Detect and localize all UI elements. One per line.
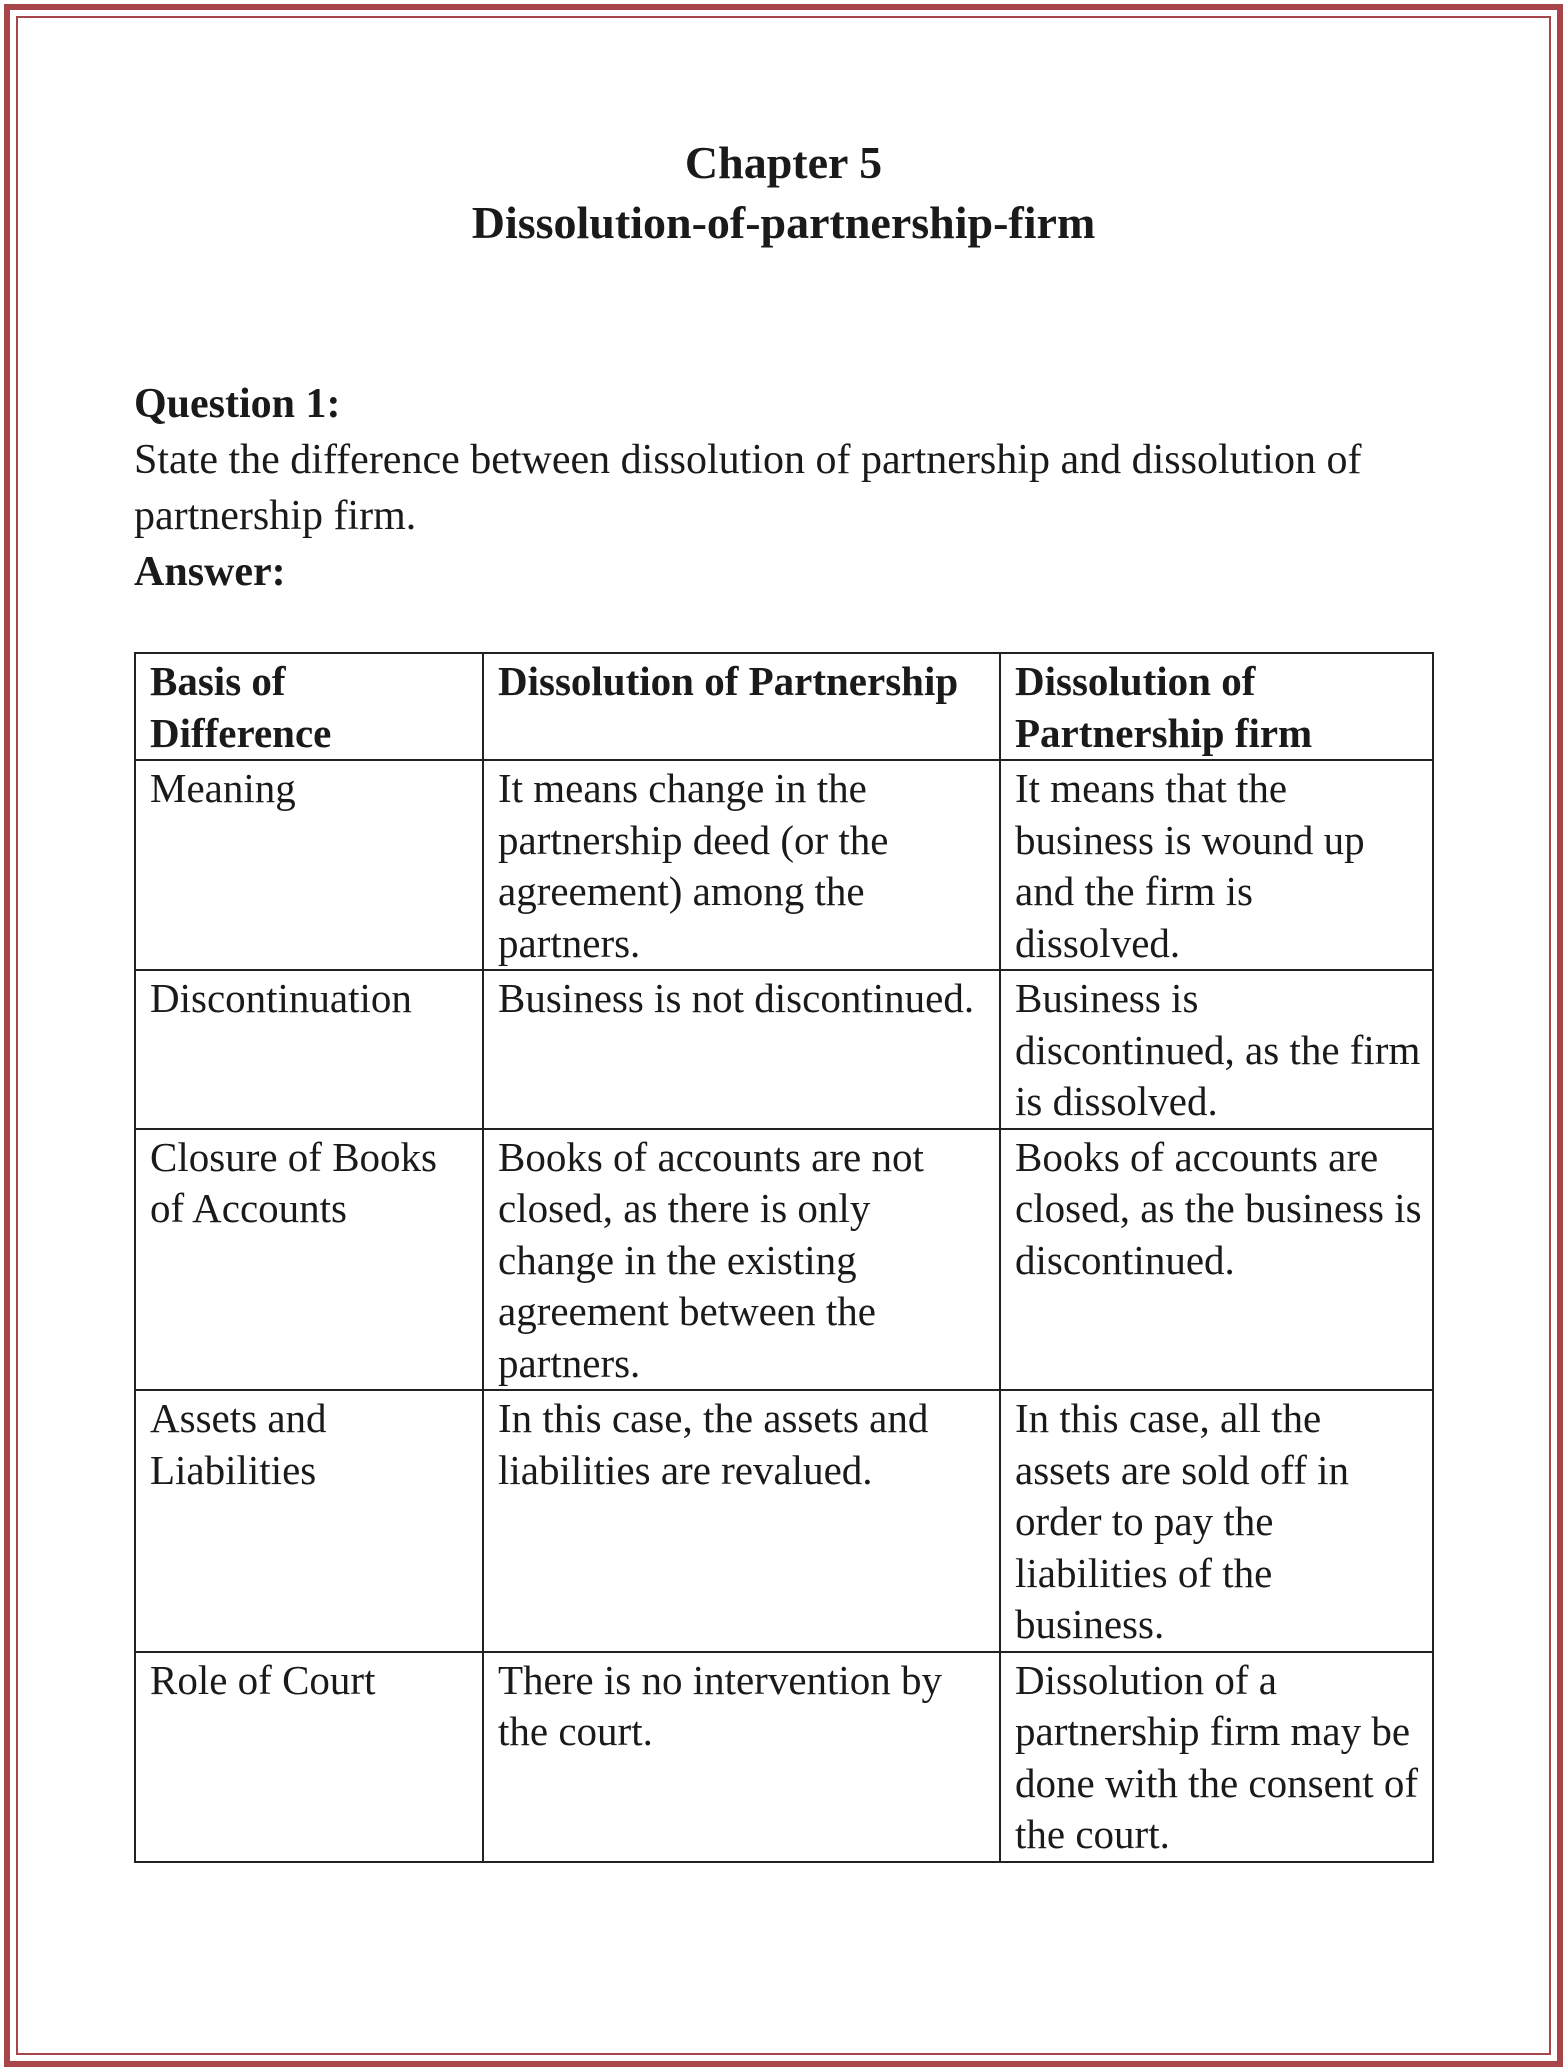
row-basis: Discontinuation: [135, 970, 483, 1129]
chapter-subject: Dissolution-of-partnership-firm: [471, 197, 1096, 248]
header-dissolution-of-partnership-firm: Dissolution of Partnership firm: [1000, 653, 1433, 760]
table-header-row: [135, 653, 1433, 760]
difference-table: [134, 652, 1434, 1863]
table-row: [135, 1390, 1433, 1652]
question-label: Question 1:: [134, 381, 341, 427]
row-firm: Business is discontinued, as the firm is dissolved.: [1000, 970, 1433, 1129]
table-row: [135, 760, 1433, 970]
row-firm: It means that the business is wound up and the firm is dissolved.: [1000, 760, 1433, 970]
row-partnership: There is no intervention by the court.: [483, 1652, 1000, 1862]
table-row: [135, 1652, 1433, 1862]
table-row: [135, 970, 1433, 1129]
row-basis: Meaning: [135, 760, 483, 970]
answer-label: Answer:: [134, 549, 286, 595]
table-row: [135, 1129, 1433, 1391]
row-partnership: It means change in the partnership deed (or the agreement) among the partners.: [483, 760, 1000, 970]
row-partnership: Business is not discontinued.: [483, 970, 1000, 1129]
row-partnership: Books of accounts are not closed, as there is only change in the existing agreement between the partners.: [483, 1129, 1000, 1391]
question-text: State the difference between dissolution of partnership and dissolution of partnership firm.: [134, 437, 1362, 539]
header-dissolution-of-partnership: Dissolution of Partnership: [483, 653, 1000, 760]
row-partnership: In this case, the assets and liabilities are revalued.: [483, 1390, 1000, 1652]
chapter-title: Chapter 5: [684, 137, 883, 188]
row-basis: Role of Court: [135, 1652, 483, 1862]
row-firm: Books of accounts are closed, as the business is discontinued.: [1000, 1129, 1433, 1391]
row-firm: In this case, all the assets are sold off in order to pay the liabilities of the business.: [1000, 1390, 1433, 1652]
row-basis: Assets and Liabilities: [135, 1390, 483, 1652]
row-basis: Closure of Books of Accounts: [135, 1129, 483, 1391]
header-basis: Basis of Difference: [135, 653, 483, 760]
row-firm: Dissolution of a partnership firm may be done with the consent of the court.: [1000, 1652, 1433, 1862]
